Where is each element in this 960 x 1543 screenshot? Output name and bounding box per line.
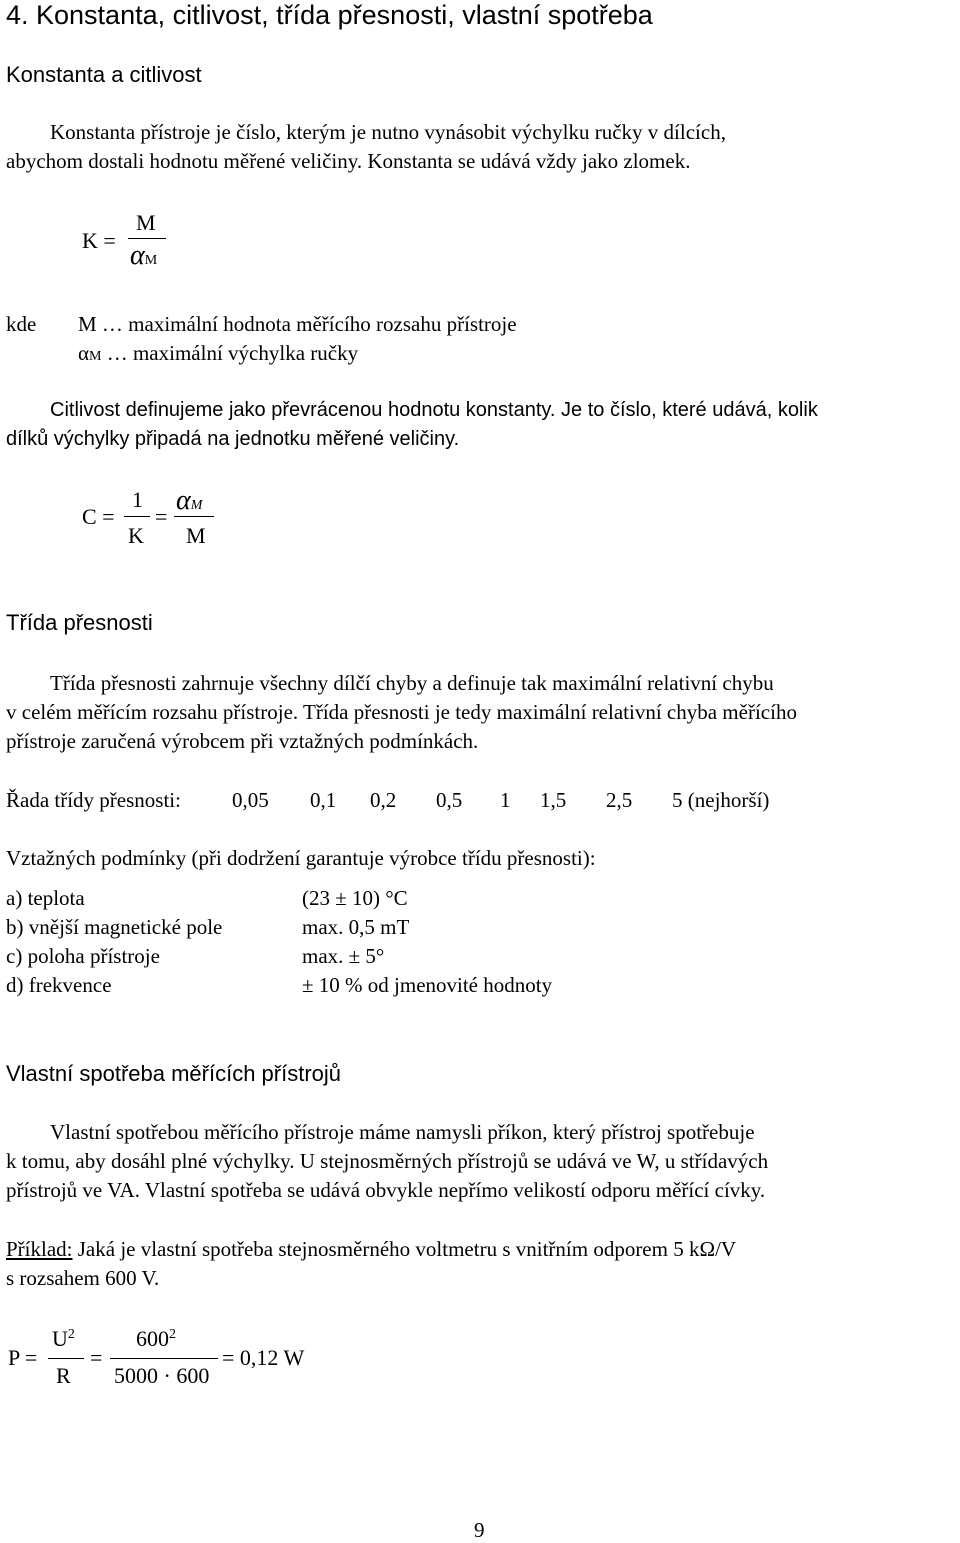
accuracy-value: 1,5 <box>540 788 567 812</box>
paragraph-line: Vlastní spotřebou měřícího přístroje máme namysli příkon, který přístroj spotřebuje <box>50 1120 755 1144</box>
condition-label: c) poloha přístroje <box>6 944 160 968</box>
fraction-bar <box>128 238 166 239</box>
formula-K-lhs: K = <box>82 228 116 253</box>
accuracy-value: 0,05 <box>232 788 269 812</box>
section-title-konstanta: Konstanta a citlivost <box>6 62 202 87</box>
formula-C-eq: = <box>155 504 168 529</box>
accuracy-value: 5 (nejhorší) <box>672 788 770 812</box>
fraction-bar <box>174 516 214 517</box>
paragraph-line: Třída přesnosti zahrnuje všechny dílčí chyby a definuje tak maximální relativní chybu <box>50 671 774 695</box>
accuracy-value: 0,5 <box>436 788 463 812</box>
accuracy-value: 2,5 <box>606 788 633 812</box>
kde-line-2: αM … maximální výchylka ručky <box>78 341 359 365</box>
formula-P-result: = 0,12 W <box>222 1345 305 1370</box>
paragraph-line: k tomu, aby dosáhl plné výchylky. U stejnosměrných přístrojů se udává ve W, u střídavých <box>6 1149 769 1173</box>
kde-label: kde <box>6 312 37 336</box>
formula-P-num2: $600^2$ <box>136 1326 176 1351</box>
formula-C-num2: αM <box>176 485 203 516</box>
section-title-spotreba: Vlastní spotřeba měřících přístrojů <box>6 1061 342 1086</box>
condition-value: max. ± 5° <box>302 944 385 968</box>
formula-P-lhs: P = <box>8 1345 38 1370</box>
paragraph-line: dílků výchylky připadá na jednotku měřené veličiny. <box>6 428 460 450</box>
formula-C-den2: M <box>186 523 206 548</box>
formula-C-den1: K <box>128 523 144 548</box>
paragraph-line: Konstanta přístroje je číslo, kterým je nutno vynásobit výchylku ručky v dílcích, <box>50 120 726 144</box>
condition-label: b) vnější magnetické pole <box>6 915 223 939</box>
accuracy-value: 0,1 <box>310 788 337 812</box>
accuracy-value: 1 <box>500 788 511 812</box>
condition-value: max. 0,5 mT <box>302 915 410 939</box>
accuracy-series-label: Řada třídy přesnosti: <box>6 788 181 812</box>
formula-C-num1: 1 <box>132 487 143 512</box>
formula-P-num1: $U^2$ <box>52 1326 75 1351</box>
formula-P-den1: R <box>56 1363 71 1388</box>
example-line-1: Příklad: Jaká je vlastní spotřeba stejnosměrného voltmetru s vnitřním odporem 5 kΩ/V <box>6 1237 737 1261</box>
formula-K-denominator: αM <box>130 240 158 271</box>
paragraph-line: přístrojů ve VA. Vlastní spotřeba se udává obvykle nepřímo velikostí odporu měřící cívky. <box>6 1178 766 1202</box>
condition-label: a) teplota <box>6 886 85 910</box>
fraction-bar <box>48 1358 84 1359</box>
formula-K-numerator: M <box>136 210 156 235</box>
section-title-trida: Třída přesnosti <box>6 610 153 635</box>
paragraph-line: přístroje zaručená výrobcem při vztažných podmínkách. <box>6 729 479 753</box>
fraction-bar <box>124 516 150 517</box>
condition-label: d) frekvence <box>6 973 112 997</box>
example-label: Příklad: <box>6 1237 73 1261</box>
paragraph-line: Citlivost definujeme jako převrácenou hodnotu konstanty. Je to číslo, které udává, kolik <box>50 399 818 421</box>
formula-P-den2: 5000 · 600 <box>114 1363 210 1388</box>
accuracy-value: 0,2 <box>370 788 397 812</box>
page-title: 4. Konstanta, citlivost, třída přesnosti, vlastní spotřeba <box>6 0 653 30</box>
fraction-bar <box>110 1358 218 1359</box>
formula-C-lhs: C = <box>82 504 115 529</box>
paragraph-line: v celém měřícím rozsahu přístroje. Třída přesnosti je tedy maximální relativní chyba měřícího <box>6 700 797 724</box>
formula-P-eq: = <box>90 1345 103 1370</box>
condition-value: ± 10 % od jmenovité hodnoty <box>302 973 553 997</box>
page-number: 9 <box>474 1518 485 1542</box>
kde-line-1: M … maximální hodnota měřícího rozsahu přístroje <box>78 312 517 336</box>
condition-value: (23 ± 10) °C <box>302 886 408 910</box>
conditions-intro: Vztažných podmínky (při dodržení garantuje výrobce třídu přesnosti): <box>6 846 596 870</box>
example-line-2: s rozsahem 600 V. <box>6 1266 160 1290</box>
paragraph-line: abychom dostali hodnotu měřené veličiny. Konstanta se udává vždy jako zlomek. <box>6 149 691 173</box>
